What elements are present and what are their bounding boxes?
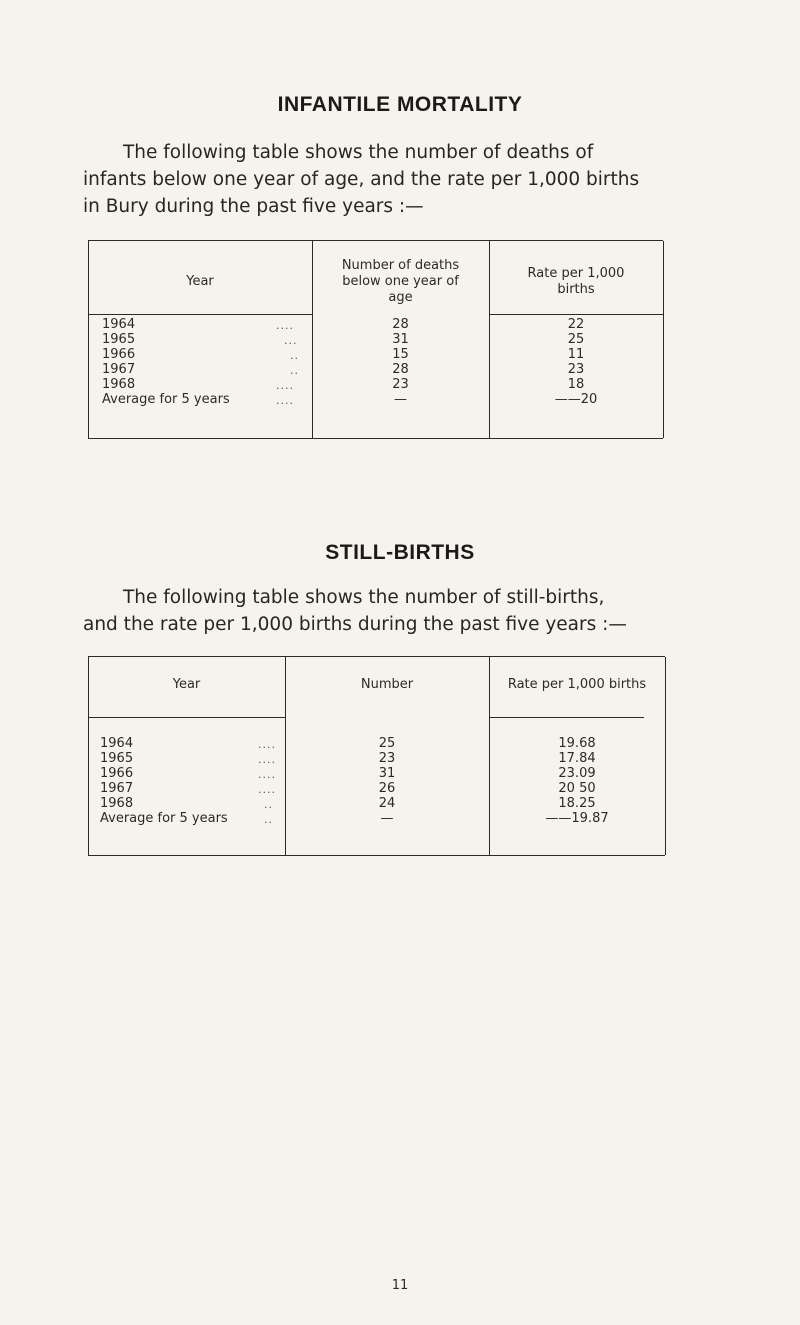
row-number: 15 (392, 347, 409, 362)
row-number: 25 (378, 736, 396, 751)
stillbirths-intro-line-2: and the rate per 1,000 births during the past five years :— (83, 614, 627, 635)
row-average-rate: ——20 (554, 392, 598, 407)
row-leader-dots: .. (264, 798, 273, 811)
header-year: Year (172, 677, 201, 692)
row-rate: 23.09 (558, 766, 596, 781)
row-year: 1968 (100, 796, 134, 811)
row-year: 1964 (102, 317, 136, 332)
row-rate: 25 (567, 332, 585, 347)
row-rate: 18.25 (558, 796, 596, 811)
row-rate: 11 (567, 347, 585, 362)
infant-mortality-heading: INFANTILE MORTALITY (277, 93, 523, 116)
row-average-number: — (380, 811, 394, 826)
row-rate: 17.84 (558, 751, 596, 766)
infant-mortality-table (88, 240, 663, 439)
row-rate: 18 (567, 377, 585, 392)
row-average-number: — (394, 392, 407, 407)
header-rule (88, 314, 312, 315)
row-number: 23 (392, 377, 409, 392)
row-year: 1966 (100, 766, 134, 781)
row-year: 1964 (100, 736, 134, 751)
row-leader-dots: ... (284, 334, 298, 347)
row-year: 1965 (100, 751, 134, 766)
row-number: 23 (378, 751, 396, 766)
header-rule (88, 717, 285, 718)
row-leader-dots: .. (264, 813, 273, 826)
still-births-table (88, 656, 665, 856)
row-year: 1968 (102, 377, 136, 392)
row-average-label: Average for 5 years (102, 392, 230, 407)
header-deaths-line-1: Number of deaths (341, 258, 460, 273)
row-leader-dots: .... (258, 783, 276, 796)
row-rate: 23 (567, 362, 585, 377)
row-leader-dots: .... (258, 738, 276, 751)
header-year: Year (186, 274, 214, 289)
row-number: 24 (378, 796, 396, 811)
row-leader-dots: .. (290, 349, 299, 362)
row-leader-dots: .... (276, 394, 294, 407)
table-left-border (88, 241, 89, 438)
row-year: 1967 (100, 781, 134, 796)
header-rate-line-2: births (557, 282, 595, 297)
header-rate (489, 266, 663, 298)
stillbirths-intro-line-1: The following table shows the number of still-births, (123, 587, 605, 608)
header-deaths-line-2: below one year of (342, 274, 459, 289)
row-number: 26 (378, 781, 396, 796)
header-rule (489, 314, 663, 315)
page-number: 11 (391, 1278, 409, 1293)
header-deaths (312, 258, 489, 306)
row-average-rate: ——19.87 (545, 811, 609, 826)
row-leader-dots: .... (258, 768, 276, 781)
row-leader-dots: .... (276, 379, 294, 392)
row-rate: 19.68 (558, 736, 596, 751)
header-rate: Rate per 1,000 births (507, 677, 647, 692)
row-number: 31 (392, 332, 409, 347)
row-number: 28 (392, 362, 409, 377)
row-year: 1967 (102, 362, 136, 377)
row-leader-dots: .... (258, 753, 276, 766)
header-deaths-line-3: age (388, 290, 413, 305)
row-rate: 20 50 (558, 781, 596, 796)
row-year: 1965 (102, 332, 136, 347)
row-number: 28 (392, 317, 409, 332)
table-right-border (663, 241, 664, 438)
row-year: 1966 (102, 347, 136, 362)
infant-intro-line-1: The following table shows the number of deaths of (123, 142, 594, 163)
row-rate: 22 (567, 317, 585, 332)
infant-intro-line-3: in Bury during the past five years :— (83, 196, 424, 217)
header-number: Number (360, 677, 414, 692)
header-rule (489, 717, 644, 718)
row-average-label: Average for 5 years (100, 811, 228, 826)
row-number: 31 (378, 766, 396, 781)
header-rate-line-1: Rate per 1,000 (527, 266, 625, 281)
table-right-border (665, 657, 666, 855)
still-births-heading: STILL-BIRTHS (325, 541, 475, 564)
row-leader-dots: .... (276, 319, 294, 332)
infant-intro-line-2: infants below one year of age, and the rate per 1,000 births (83, 169, 640, 190)
row-leader-dots: .. (290, 364, 299, 377)
